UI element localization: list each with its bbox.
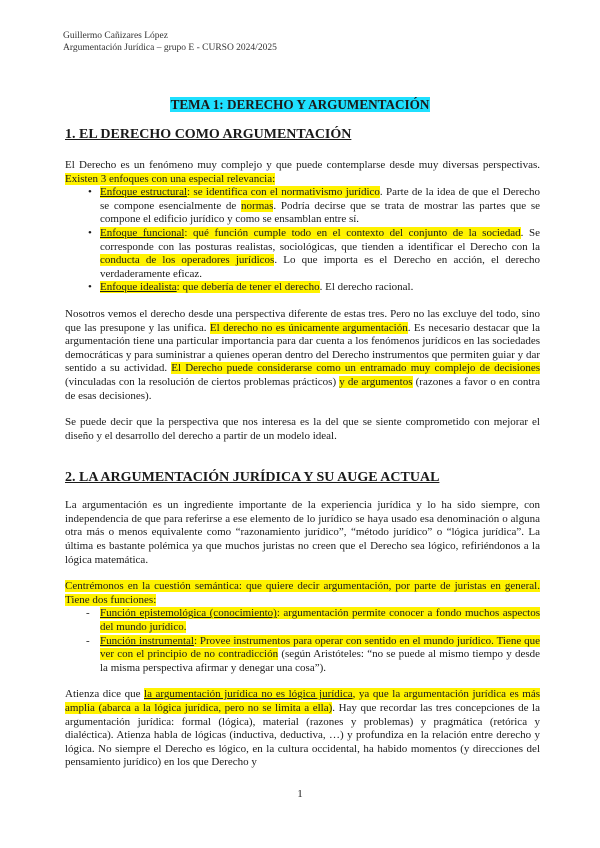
bullet-text-2: . Lo que importa es el Derecho en acción, el derecho verdaderamente eficaz. [100,254,541,280]
header-course: Argumentación Jurídica – grupo E - CURSO 2024/2025 [63,43,277,53]
bullet-highlight-2: normas [241,199,274,212]
page-number: 1 [297,788,303,800]
bullet-text: . Parte de la idea de que el Derecho se compone esencialmente de [100,186,541,212]
bullet-label: Enfoque idealista [100,281,177,294]
dash-label: Función instrumental [100,634,194,647]
para-highlight: , ya que la argumentación jurídica es más amplia (abarca a la lógica jurídica, pero no se limita a ella) [65,688,541,714]
approaches-list [65,186,540,295]
section1-heading: 1. EL DERECHO COMO ARGUMENTACIÓN [65,127,352,142]
section2-paragraph-3 [65,688,540,770]
bullet-highlight: : se identifica con el normativismo jurídico [187,186,380,199]
list-item [100,281,540,295]
para-text: (vinculadas con la resolución de ciertos problemas prácticos) [65,375,340,388]
bullet-label: Enfoque estructural [100,186,188,199]
section1-paragraph-3: Se puede decir que la perspectiva que nos interesa es la del que se siente comprometido con mejorar el diseño y el desarrollo del derecho a partir de un modelo ideal. [65,416,540,442]
list-item [100,607,540,634]
functions-list [65,607,540,675]
para-highlight: El derecho no es únicamente argumentación [209,321,408,334]
section1-intro [65,159,540,186]
para-text: . Hay que recordar las tres concepciones de la argumentación jurídica: formal (lógica), material (razones y problemas) y pragmática (retórica y dialéctica). Atienza habla de lógicas (inductiva, deductiva, …) y profundiza en la relación entre derecho y lógica. No siempre el Derecho es lógico, en la cultura occidental, ha habido momentos (y direcciones del pensamiento jurídico) en los que Derecho y [65,702,540,769]
para-text: Nosotros vemos el derecho desde una perspectiva diferente de estas tres. Pero no las excluye del todo, sino que las presupone y las unifica. [65,307,540,334]
bullet-label: Enfoque funcional [100,226,185,239]
section2-paragraph-2 [65,580,540,607]
intro-text: El Derecho es un fenómeno muy complejo y que puede contemplarse desde muy diversas perspectivas. [65,159,540,171]
bullet-text-2: . Podría decirse que se trata de mostrar las partes que se compone el edificio jurídico y como se ensamblan entre sí. [100,199,540,226]
para-highlight: la argumentación jurídica no es lógica jurídica [144,688,353,701]
para-text: . Es necesario destacar que la argumentación tiene una particular importancia para dar cuenta a los fenómenos jurídicos en las sociedades democráticas y para suministrar a quienes operan dentro del Derecho instrumentos que permiten guiar y dar sentido a su actividad. [65,321,540,375]
list-item [100,186,540,227]
page-header [63,30,277,54]
list-item [100,635,540,676]
para-highlight: Centrémonos en la cuestión semántica: que quiere decir argumentación, por parte de juristas en general. Tiene dos funciones: [65,580,540,606]
para-highlight: y de argumentos [339,375,413,388]
para-text: (razones a favor o en contra de esas decisiones). [65,375,540,402]
section2-paragraph-1: La argumentación es un ingrediente importante de la experiencia jurídica y lo ha sido siempre, con independencia de que para referirse a ese elemento de lo jurídico se haya usado esa denominación o alguna otra más o menos equivalente como “razonamiento jurídico”, “método jurídico” o “lógica jurídica”. La última es bastante polémica ya que muchos juristas no creen que el Derecho sea lógico, refiriéndonos a la lógica matemática. [65,499,540,566]
bullet-text: . Se corresponde con las posturas realistas, sociológicas, que tienden a identificar el Derecho con la [100,226,540,253]
bullet-highlight: : que debería de tener el derecho [176,281,320,294]
list-item [100,227,540,281]
para-highlight: El Derecho puede considerarse como un entramado muy complejo de decisiones [171,362,540,375]
document-body [65,126,540,770]
dash-highlight: : Provee instrumentos para operar con sentido en el mundo jurídico. Tiene que ver con el principio de no contradicción [100,634,540,661]
para-text: Atienza dice que [65,688,145,701]
bullet-highlight-2: conducta de los operadores jurídicos [100,254,275,267]
header-author: Guillermo Cañizares López [63,31,168,41]
dash-text: (según Aristóteles: “no se puede al mismo tiempo y desde la misma perspectiva afirmar y denegar una cosa”). [100,648,541,674]
title-wrap [0,96,600,114]
dash-label: Función epistemológica (conocimiento) [100,607,277,620]
document-title: TEMA 1: DERECHO Y ARGUMENTACIÓN [170,97,430,112]
section1-paragraph-2 [65,308,540,403]
bullet-text: . El derecho racional. [319,281,414,294]
dash-highlight: : argumentación permite conocer a fondo muchos aspectos del mundo jurídico. [100,607,540,634]
section2-heading: 2. LA ARGUMENTACIÓN JURÍDICA Y SU AUGE ACTUAL [65,470,440,486]
intro-highlight: Existen 3 enfoques con una especial relevancia: [65,172,276,185]
bullet-highlight: : qué función cumple todo en el contexto del conjunto de la sociedad [184,226,521,239]
